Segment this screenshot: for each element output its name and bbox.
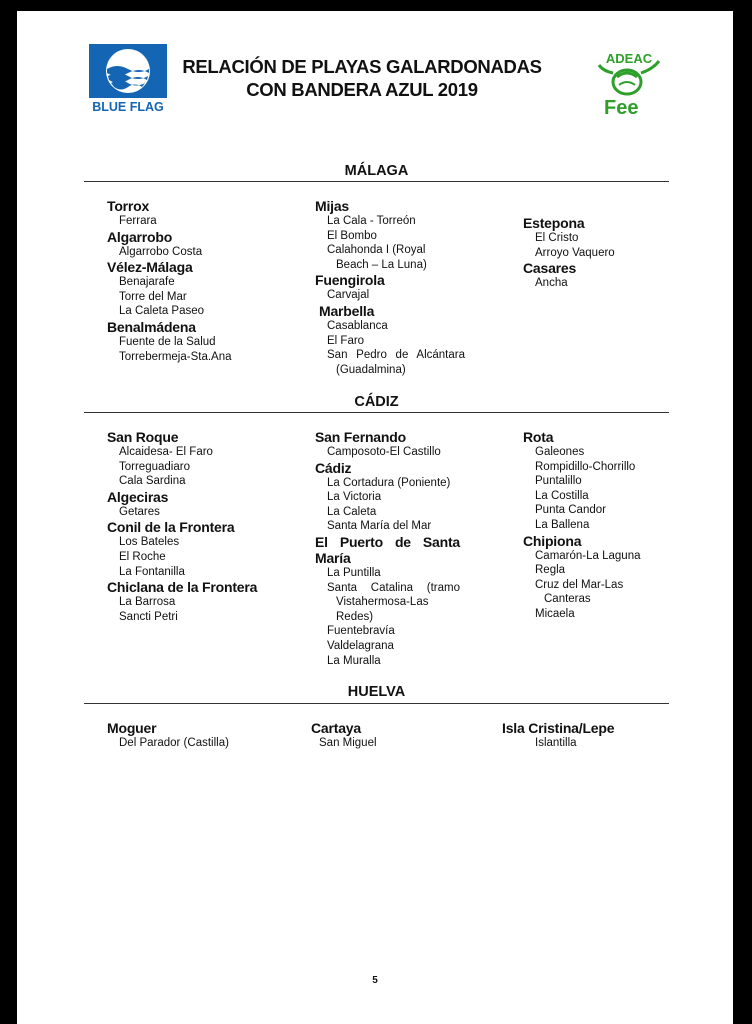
beach-name: Benajarafe [119, 276, 175, 289]
municipality-name: Casares [523, 260, 577, 277]
municipality-name-continued: María [315, 549, 351, 566]
beach-name: Punta Candor [535, 504, 606, 517]
beach-name: La Barrosa [119, 596, 176, 609]
blue-flag-waves-icon [89, 44, 167, 98]
municipality-name: San Roque [107, 429, 179, 445]
municipality-name: Estepona [523, 215, 585, 231]
beach-name: Del Parador (Castilla) [119, 737, 229, 749]
beach-name: Cala Sardina [119, 475, 186, 488]
beach-name: Cruz del Mar-Las [535, 578, 624, 591]
beach-name-continued: (Guadalmina) [336, 363, 406, 376]
beach-name: La Victoria [327, 491, 382, 504]
beach-name: Puntalillo [535, 475, 582, 488]
municipality-name: Benalmádena [107, 318, 196, 335]
beach-name: Sancti Petri [119, 610, 178, 623]
beach-name: La Fontanilla [119, 565, 185, 578]
beach-name: San Pedro de Alcántara [327, 349, 465, 362]
huelva-column-1 [107, 720, 287, 751]
malaga-column-1 [107, 198, 297, 364]
beach-name: La Caleta Paseo [119, 305, 205, 318]
beach-name: Alcaidesa- El Faro [119, 446, 213, 458]
cadiz-column-2 [315, 429, 460, 668]
beach-name-continued: Canteras [544, 593, 591, 606]
cadiz-column-3 [523, 429, 668, 622]
blue-flag-logo [89, 44, 167, 114]
section-divider [84, 181, 669, 182]
beach-name: El Bombo [327, 229, 377, 242]
beach-name: Santa Catalina (tramo [327, 581, 460, 594]
beach-name: El Faro [327, 334, 365, 347]
municipality-name: Algeciras [107, 488, 169, 505]
beach-name: Fuentebravía [327, 625, 395, 638]
municipality-name: Torrox [107, 198, 150, 214]
section-divider [84, 412, 669, 413]
municipality-name: Vélez-Málaga [107, 259, 193, 276]
cadiz-column-1 [107, 429, 307, 624]
beach-name: La Puntilla [327, 566, 381, 579]
municipality-name: El Puerto de Santa [315, 533, 460, 550]
municipality-name: San Fernando [315, 429, 406, 445]
beach-name-continued: Vistahermosa-Las [336, 596, 429, 609]
municipality-name: Algarrobo [107, 228, 173, 245]
beach-name: Calahonda I (Royal [327, 244, 426, 257]
municipality-name: Chiclana de la Frontera [107, 579, 258, 596]
beach-name: Galeones [535, 446, 585, 458]
beach-name: Algarrobo Costa [119, 245, 203, 258]
title-line-2: CON BANDERA AZUL 2019 [246, 79, 478, 100]
beach-name: Los Bateles [119, 536, 180, 549]
beach-name: La Muralla [327, 654, 381, 667]
beach-name: El Roche [119, 550, 166, 563]
beach-name: La Cala - Torreón [327, 215, 416, 227]
beach-name-continued: Redes) [336, 610, 374, 623]
beach-name: Islantilla [535, 737, 577, 749]
beach-name: Micaela [535, 607, 575, 620]
blue-flag-label: BLUE FLAG [92, 100, 164, 114]
municipality-name: Moguer [107, 720, 157, 736]
beach-name: San Miguel [319, 737, 377, 749]
fee-label: Fee [604, 97, 639, 119]
beach-name: La Cortadura (Poniente) [327, 476, 451, 489]
beach-name: La Costilla [535, 489, 589, 502]
beach-name: Fuente de la Salud [119, 335, 216, 348]
beach-name: Ferrara [119, 215, 157, 227]
beach-name: La Ballena [535, 518, 590, 531]
beach-name-continued: Beach – La Luna) [336, 258, 427, 271]
municipality-name: Marbella [319, 302, 375, 319]
municipality-name: Cádiz [315, 459, 352, 476]
beach-name: Casablanca [327, 319, 388, 332]
malaga-column-3 [523, 215, 663, 291]
section-divider [84, 703, 669, 704]
section-title-huelva: HUELVA [347, 684, 406, 700]
municipality-name: Cartaya [311, 720, 361, 736]
municipality-name: Fuengirola [315, 272, 385, 289]
beach-name: Ancha [535, 277, 568, 290]
beach-name: Rompidillo-Chorrillo [535, 460, 636, 473]
beach-name: El Cristo [535, 232, 579, 244]
beach-name: Torrebermeja-Sta.Ana [119, 350, 232, 363]
section-title-malaga: MÁLAGA [344, 163, 409, 179]
municipality-name: Chipiona [523, 532, 582, 549]
beach-name: Camarón-La Laguna [535, 549, 641, 562]
beach-name: Torre del Mar [119, 290, 187, 303]
beach-name: Valdelagrana [327, 639, 394, 652]
huelva-column-3 [502, 720, 672, 751]
municipality-name: Conil de la Frontera [107, 519, 235, 536]
huelva-column-2 [311, 720, 461, 751]
section-title-cadiz: CÁDIZ [354, 394, 399, 410]
malaga-column-2 [315, 198, 465, 377]
beach-name: Getares [119, 505, 160, 518]
beach-name: Regla [535, 564, 566, 577]
page-number: 5 [372, 975, 378, 986]
municipality-name: Rota [523, 429, 554, 445]
municipality-name: Isla Cristina/Lepe [502, 720, 615, 736]
beach-name: Carvajal [327, 289, 370, 302]
beach-name: Arroyo Vaquero [535, 246, 615, 259]
beach-name: La Caleta [327, 505, 377, 518]
beach-name: Torreguadiaro [119, 460, 190, 473]
title-line-1: RELACIÓN DE PLAYAS GALARDONADAS [182, 56, 542, 77]
adeac-label: ADEAC [605, 51, 653, 66]
document-page [17, 11, 733, 1024]
municipality-name: Mijas [315, 198, 350, 214]
beach-name: Santa María del Mar [327, 520, 432, 533]
beach-name: Camposoto-El Castillo [327, 446, 441, 458]
document-title [167, 55, 557, 101]
